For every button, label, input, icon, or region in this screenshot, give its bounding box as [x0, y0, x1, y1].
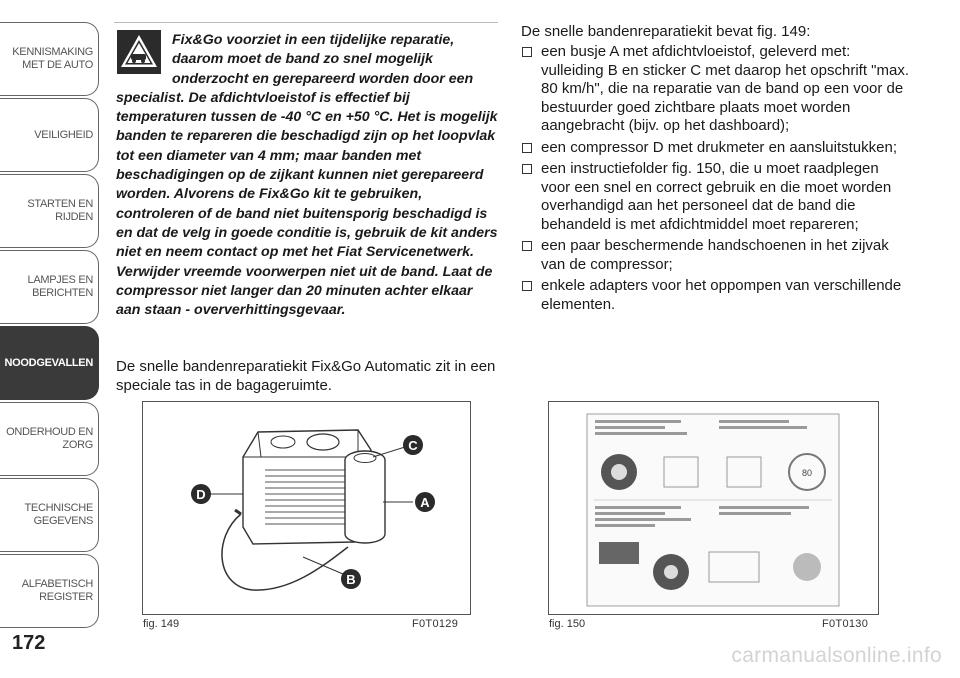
- svg-text:C: C: [408, 438, 418, 453]
- checkbox-bullet-icon: [522, 143, 532, 153]
- svg-text:B: B: [346, 572, 356, 587]
- list-item: een compressor D met drukmeter en aansluitstukken;: [521, 139, 911, 158]
- tab-noodgevallen[interactable]: [0, 326, 99, 400]
- kit-contents-list: [521, 43, 911, 317]
- tab-label: KENNISMAKING MET DE AUTO: [12, 46, 93, 71]
- tab-veiligheid[interactable]: [0, 98, 99, 172]
- warning-text: Fix&Go voorziet in een tijdelijke reparatie, daarom moet de band zo snel mogelijk onderzocht en gerepareerd worden door een specialist. De afdichtvloeistof is effectief bij temperaturen tussen de -40 °C en +50 °C. Het is mogelijk banden te repareren die beschadigd zijn op het loopvlak tot een diameter van 4 mm; maar banden met beschadigingen op de zijkant kunnen niet gerepareerd worden. Alvorens de Fix&Go kit te gebruiken, controleren of de band niet buitensporig beschadigd is en dat de velg in goede conditie is, gebruik de kit anders niet en neem contact op met het Fiat Servicenetwerk. Verwijder vreemde voorwerpen niet uit de band. Laat de compressor niet langer dan 20 minuten achter elkaar aan staan - oververhittingsgevaar.: [116, 32, 498, 319]
- tab-label: STARTEN EN RIJDEN: [27, 198, 93, 223]
- tab-label: ONDERHOUD EN ZORG: [6, 426, 93, 451]
- label-b: [341, 569, 361, 589]
- label-a: [415, 492, 435, 512]
- figure-149-caption: fig. 149: [143, 618, 180, 630]
- tab-label: TECHNISCHE GEGEVENS: [24, 502, 93, 527]
- compressor-kit-illustration: [143, 402, 470, 614]
- tab-kennismaking[interactable]: [0, 22, 99, 96]
- label-c: [403, 435, 423, 455]
- divider: [114, 22, 498, 23]
- tab-label: LAMPJES EN BERICHTEN: [27, 274, 93, 299]
- tab-label: NOODGEVALLEN: [4, 356, 93, 369]
- list-item: een instructiefolder fig. 150, die u moet raadplegen voor een snel en correct gebruik en die moet worden overhandigd aan het personeel dat de band die behandeld is met afdichtmiddel moet repareren;: [521, 160, 911, 234]
- svg-text:A: A: [420, 495, 430, 510]
- label-d: [191, 484, 211, 504]
- watermark: carmanualsonline.info: [731, 644, 942, 667]
- kit-contents-intro: De snelle bandenreparatiekit bevat fig. 149:: [521, 23, 811, 40]
- tab-lampjes-en-berichten[interactable]: [0, 250, 99, 324]
- tab-starten-en-rijden[interactable]: [0, 174, 99, 248]
- checkbox-bullet-icon: [522, 47, 532, 57]
- tab-label: VEILIGHEID: [34, 128, 93, 141]
- checkbox-bullet-icon: [522, 164, 532, 174]
- list-item: enkele adapters voor het oppompen van verschillende elementen.: [521, 277, 911, 314]
- figure-150: [548, 401, 879, 615]
- tab-technische-gegevens[interactable]: [0, 478, 99, 552]
- figure-150-caption: fig. 150: [549, 618, 586, 630]
- figure-149: [142, 401, 471, 615]
- warning-block: [116, 31, 500, 320]
- instruction-leaflet-illustration: [549, 402, 878, 614]
- page-number: 172: [12, 632, 46, 654]
- kit-location-paragraph: De snelle bandenreparatiekit Fix&Go Automatic zit in een speciale tas in de bagageruimte.: [116, 358, 496, 394]
- figure-150-code: F0T0130: [822, 618, 869, 630]
- checkbox-bullet-icon: [522, 281, 532, 291]
- checkbox-bullet-icon: [522, 241, 532, 251]
- list-item: een busje A met afdichtvloeistof, geleverd met: vulleiding B en sticker C met daarop het opschrift "max. 80 km/h", die na reparatie van de band op een voor de bestuurder goed zichtbare plaats moet worden aangebracht (bijv. op het dashboard);: [521, 43, 911, 136]
- svg-text:D: D: [196, 487, 206, 502]
- tab-alfabetisch-register[interactable]: [0, 554, 99, 628]
- tab-label: ALFABETISCH REGISTER: [21, 578, 93, 603]
- svg-text:80: 80: [801, 468, 813, 478]
- tab-onderhoud-en-zorg[interactable]: [0, 402, 99, 476]
- figure-149-code: F0T0129: [412, 618, 459, 630]
- list-item: een paar beschermende handschoenen in het zijvak van de compressor;: [521, 237, 911, 274]
